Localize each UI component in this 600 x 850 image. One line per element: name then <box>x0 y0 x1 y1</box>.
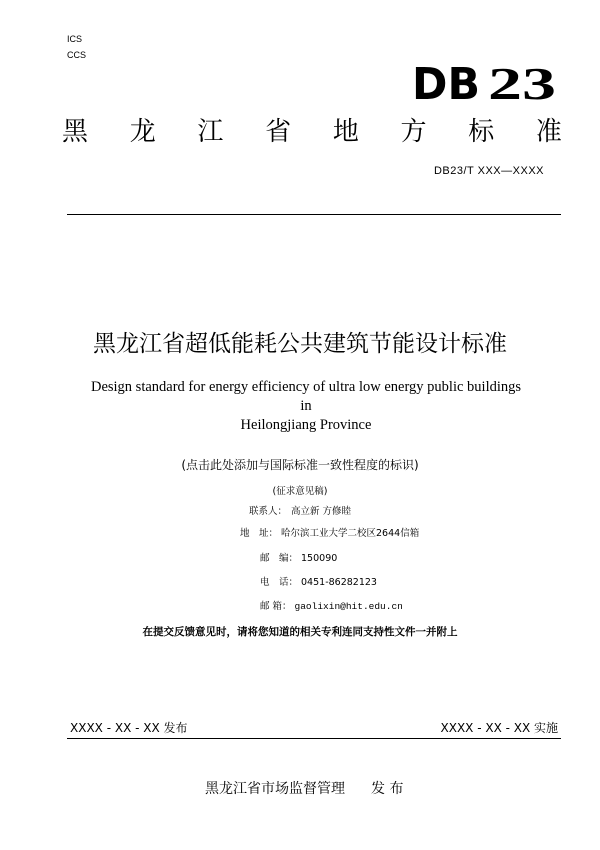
ics-code: ICS <box>67 34 83 44</box>
chinese-title: 黑龙江省超低能耗公共建筑节能设计标准 <box>93 331 507 357</box>
email-label: 邮 箱： <box>260 601 292 612</box>
english-title-line1: Design standard for energy efficiency of ultra low energy public buildings in <box>90 379 522 414</box>
implement-date: XXXX - XX - XX 实施 <box>440 721 558 735</box>
standard-type-title <box>62 116 562 148</box>
contact-label: 联系人： <box>248 506 287 517</box>
standard-type-char: 江 <box>197 117 224 147</box>
email-value[interactable]: gaolixin@hit.edu.cn <box>294 601 403 612</box>
phone-value: 0451-86282123 <box>301 577 377 588</box>
standard-type-char: 省 <box>265 117 292 147</box>
standard-type-char: 地 <box>332 117 359 147</box>
publish-date: XXXX - XX - XX 发布 <box>70 721 188 735</box>
standard-type-char: 标 <box>468 117 495 147</box>
draft-status: (征求意见稿) <box>272 486 328 497</box>
db23-logo <box>410 62 560 104</box>
english-title <box>90 378 522 435</box>
standard-type-char: 方 <box>400 117 427 147</box>
standard-number: DB23/T XXX—XXXX <box>433 165 544 177</box>
english-title-line2: Heilongjiang Province <box>240 417 372 433</box>
logo-db-letters: DB <box>412 62 480 104</box>
address-value: 哈尔滨工业大学二校区2644信箱 <box>281 528 420 539</box>
consistency-note[interactable]: (点击此处添加与国际标准一致性程度的标识) <box>181 458 419 472</box>
postcode-value: 150090 <box>301 553 338 564</box>
standard-type-char: 准 <box>535 117 562 147</box>
logo-23-digits: 23 <box>488 62 556 104</box>
address-label: 地 址： <box>240 528 279 539</box>
email-line <box>260 601 403 613</box>
ccs-code: CCS <box>67 50 87 60</box>
issuer-name: 黑龙江省市场监督管理 <box>205 781 345 797</box>
postcode-label: 邮 编： <box>260 553 299 564</box>
phone-line <box>260 577 377 589</box>
contact-value: 高立新 方修睦 <box>290 506 352 517</box>
bottom-divider <box>67 738 561 739</box>
phone-label: 电 话： <box>260 577 299 588</box>
contact-line <box>0 503 600 517</box>
issuer-verb: 发 布 <box>371 781 404 797</box>
top-divider <box>67 214 561 215</box>
address-line <box>240 528 419 540</box>
issuer-line <box>205 778 403 798</box>
standard-type-char: 龙 <box>129 117 156 147</box>
postcode-line <box>260 553 337 565</box>
patent-notice: 在提交反馈意见时，请将您知道的相关专利连同支持性文件一并附上 <box>142 626 458 638</box>
standard-type-char: 黑 <box>62 117 89 147</box>
